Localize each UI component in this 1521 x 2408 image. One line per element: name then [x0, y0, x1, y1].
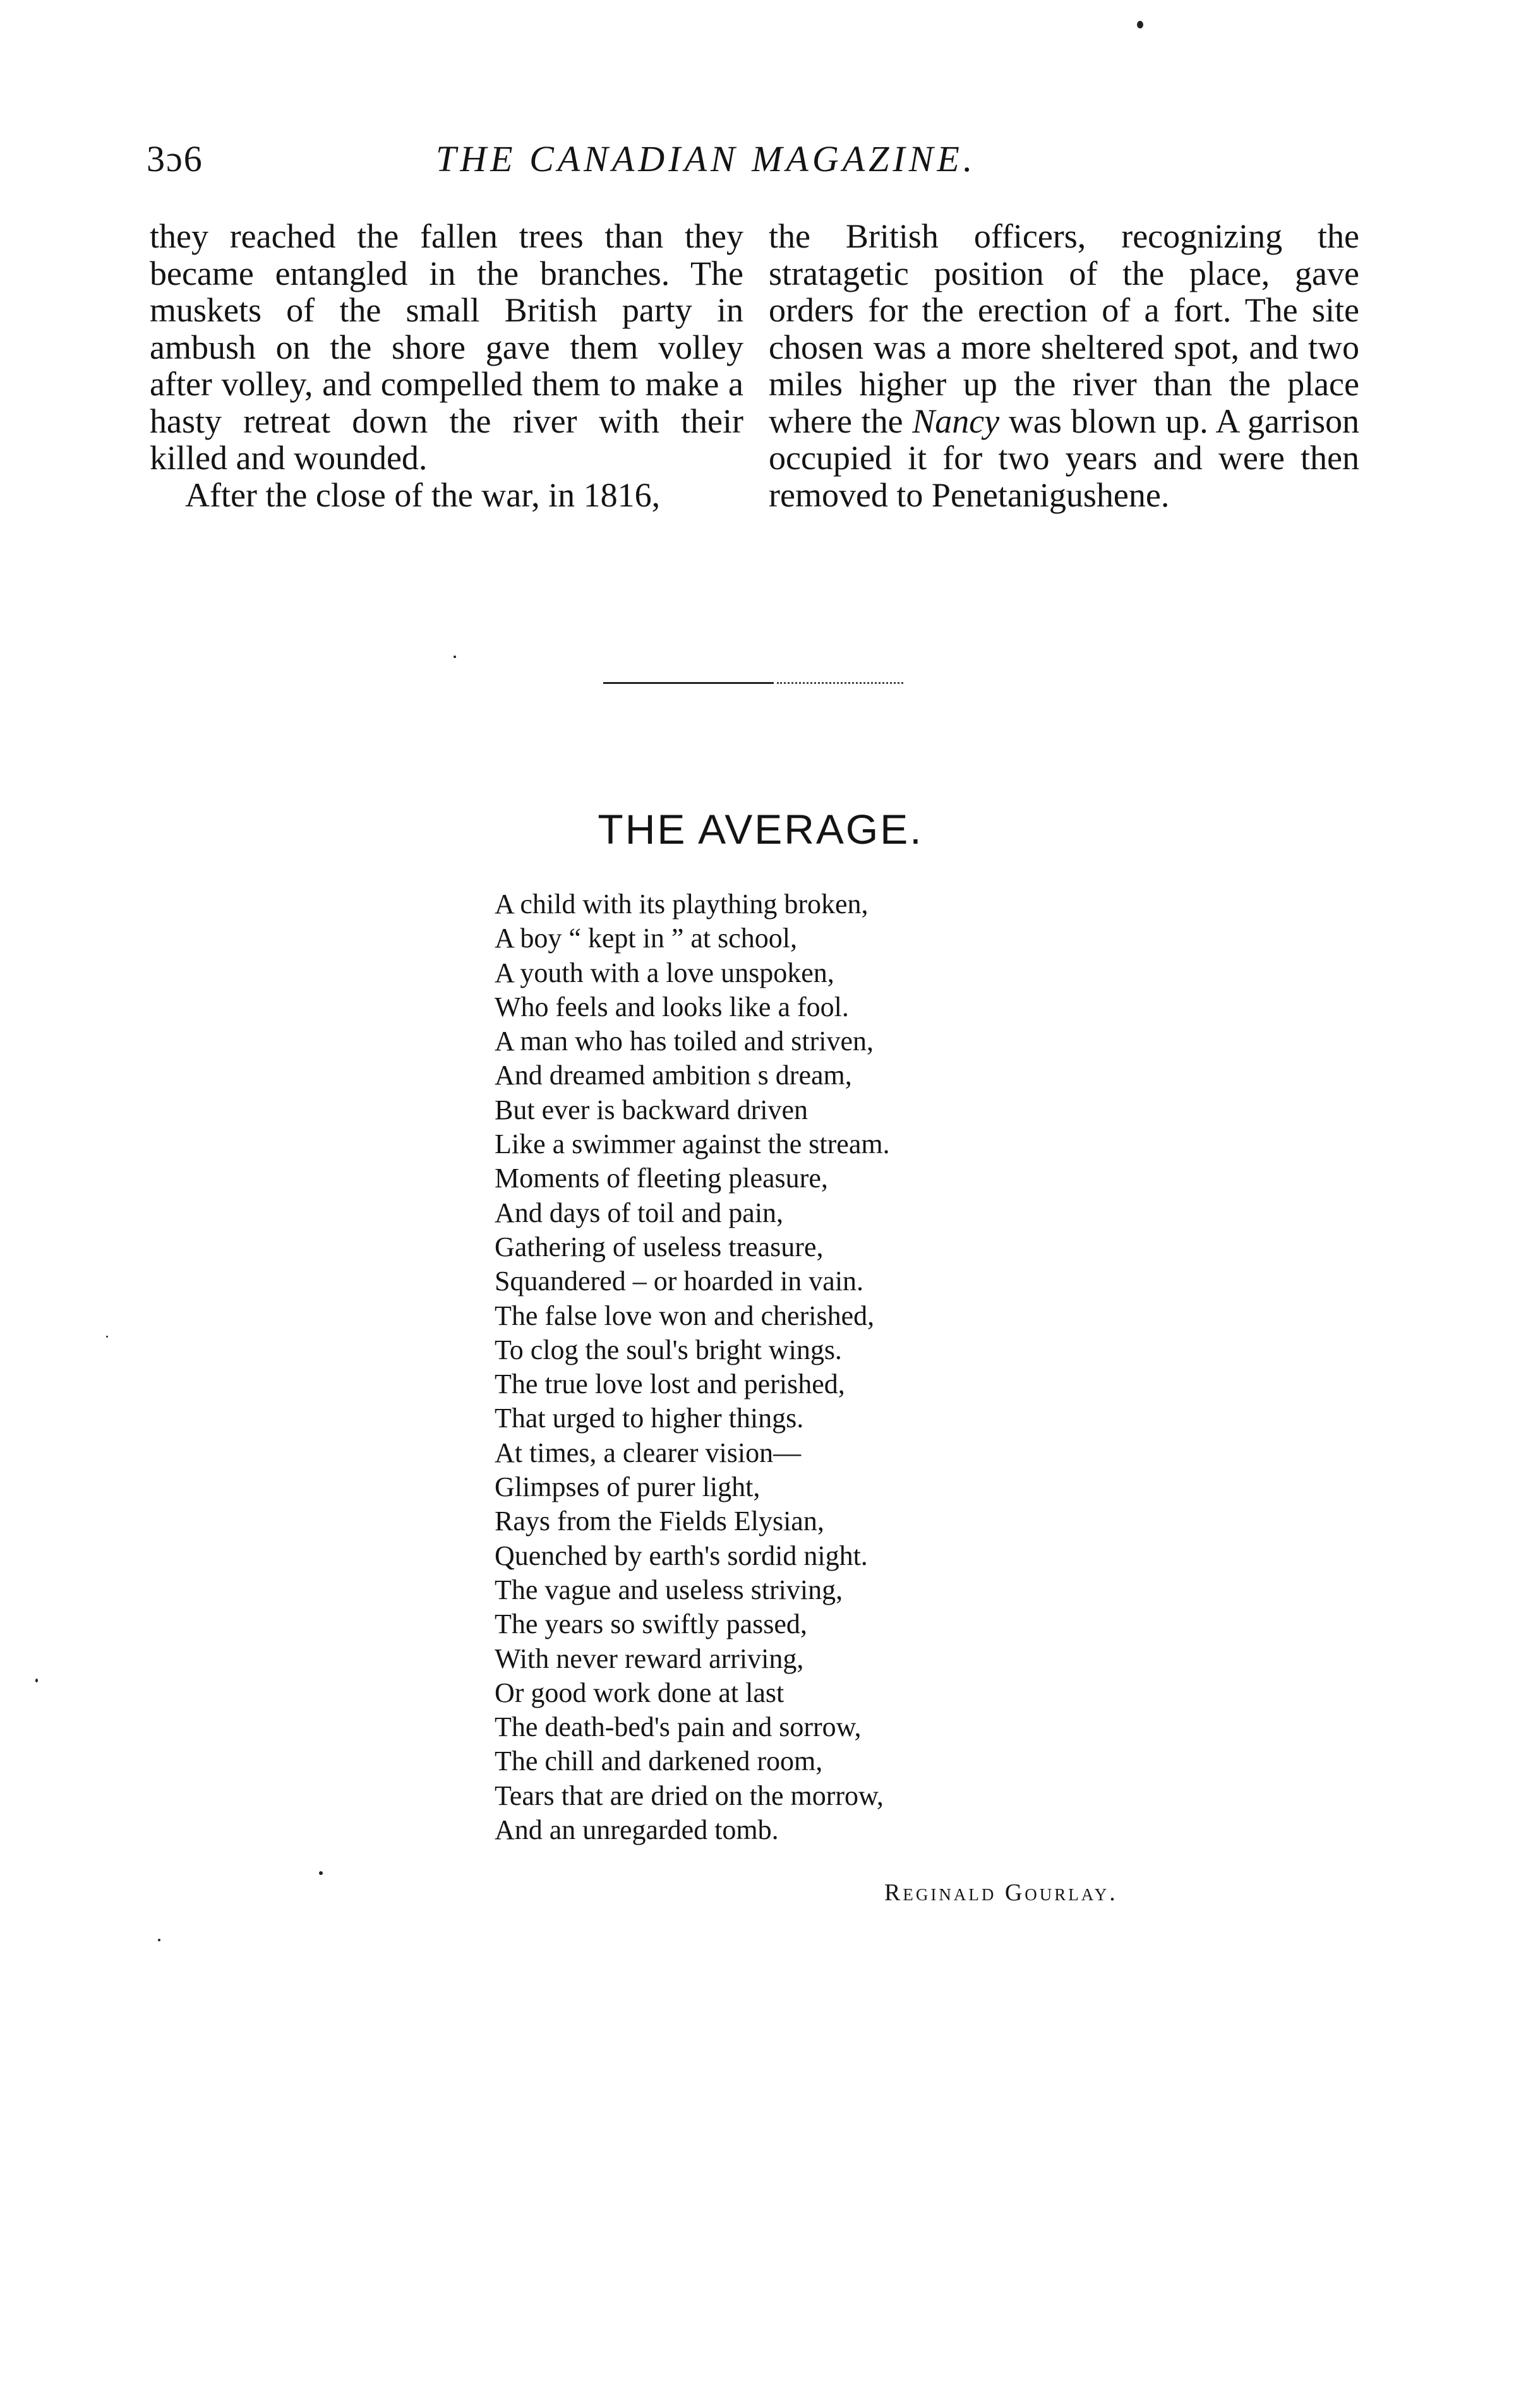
fort-text-start: the British officers, recognizing the stratagetic position of the place, gave orders for the erection of a fort. The site chosen was a more sheltered spot, and two miles higher up the river than the place where the	[769, 217, 1359, 440]
ink-speck	[1137, 21, 1143, 28]
poem-line: The death-bed's pain and sorrow,	[495, 1711, 862, 1743]
poem-line: But ever is backward driven	[495, 1094, 809, 1125]
paragraph-fort	[769, 218, 1359, 513]
poem-line: Tears that are dried on the morrow,	[495, 1780, 884, 1811]
ink-speck	[106, 1336, 108, 1338]
poem-line: The vague and useless striving,	[495, 1574, 843, 1605]
poem-line: Quenched by earth's sordid night.	[495, 1540, 868, 1571]
poem-line: Or good work done at last	[495, 1677, 785, 1708]
divider-dots	[777, 682, 903, 684]
poem-line: A boy “ kept in ” at school,	[495, 923, 798, 954]
article-left-column	[150, 218, 743, 513]
section-divider	[603, 681, 919, 685]
poem-line: The chill and darkened room,	[495, 1746, 823, 1777]
poem-line: Squandered – or hoarded in vain.	[495, 1266, 864, 1297]
poem-line: Like a swimmer against the stream.	[495, 1129, 890, 1160]
poem-line: Glimpses of purer light,	[495, 1471, 760, 1503]
poem-line: That urged to higher things.	[495, 1403, 804, 1434]
running-title: THE CANADIAN MAGAZINE.	[436, 138, 977, 179]
poem-line: A man who has toiled and striven,	[495, 1026, 874, 1057]
poem-line: A child with its plaything broken,	[495, 889, 869, 919]
fort-text-end: was blown up. A garrison occupied it for two years and were then removed to Penetanigushene.	[769, 402, 1360, 514]
page-number: 3ɔ6	[147, 138, 203, 179]
ink-speck	[319, 1871, 323, 1875]
poem-line: The false love won and cherished,	[495, 1300, 875, 1331]
poem-line: Gathering of useless treasure,	[495, 1231, 824, 1262]
poem-line: Who feels and looks like a fool.	[495, 991, 849, 1022]
poem-line: And an unregarded tomb.	[495, 1814, 779, 1846]
poem-line: A youth with a love unspoken,	[495, 957, 834, 988]
article-right-column	[769, 218, 1359, 513]
poem-title: THE AVERAGE.	[598, 806, 923, 853]
ink-speck	[158, 1939, 160, 1941]
poem-body	[495, 887, 1063, 1847]
poem-line: To clog the soul's bright wings.	[495, 1334, 842, 1365]
poem-line: At times, a clearer vision—	[495, 1437, 802, 1468]
poem-line: Rays from the Fields Elysian,	[495, 1506, 824, 1537]
paragraph-retreat: they reached the fallen trees than they became entangled in the branches. The muskets of the small British party in ambush on the shore gave them volley after volley, and compelled them to make a hasty retreat down the river with their killed and wounded.	[150, 217, 743, 477]
page-header	[0, 138, 1521, 195]
ink-speck	[454, 656, 456, 658]
divider-rule	[603, 682, 774, 684]
poem-line: And days of toil and pain,	[495, 1197, 784, 1228]
poem-line: The true love lost and perished,	[495, 1369, 845, 1400]
poem-line: The years so swiftly passed,	[495, 1608, 807, 1640]
poem-line: Moments of fleeting pleasure,	[495, 1163, 828, 1194]
ink-speck	[35, 1679, 38, 1682]
poem-line: With never reward arriving,	[495, 1643, 804, 1674]
ship-name: Nancy	[912, 402, 1000, 440]
poem-author: Reginald Gourlay.	[884, 1879, 1118, 1906]
paragraph-after-war: After the close of the war, in 1816,	[185, 476, 661, 514]
poem-line: And dreamed ambition s dream,	[495, 1060, 852, 1091]
